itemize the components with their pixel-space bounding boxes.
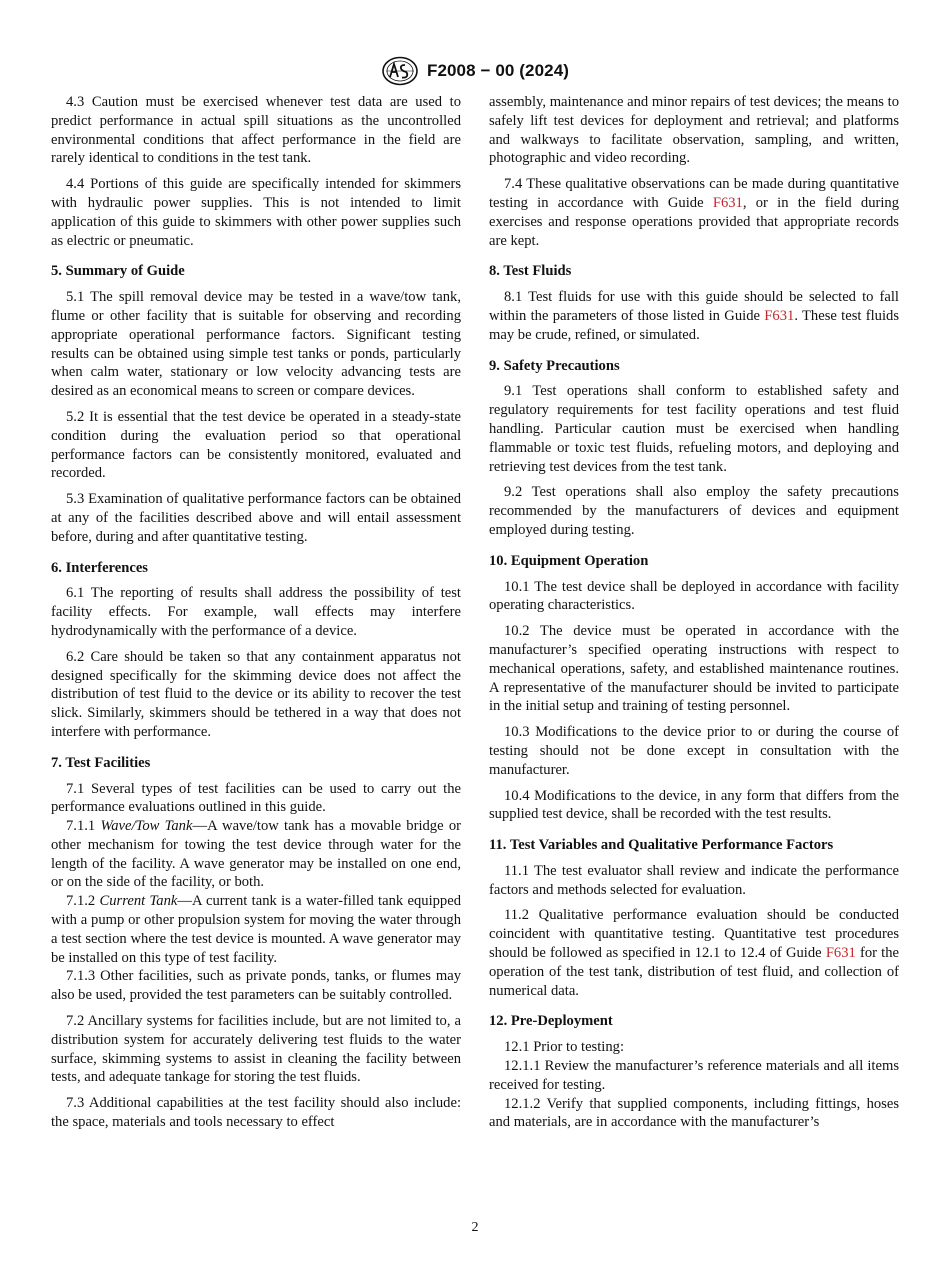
section-6-heading: 6. Interferences	[51, 559, 148, 576]
paragraph-10-1: 10.1 The test device shall be deployed in accordance with facility operating characteristics.	[489, 578, 899, 614]
paragraph-7-1-1	[51, 817, 461, 892]
reference-link-f631[interactable]: F631	[764, 307, 795, 324]
paragraph-7-4-text-a: 7.4 These qualitative observations can be made during quantitative testing in accordance with Guide	[489, 176, 899, 211]
paragraph-8-1-text-b: . These test fluids may be crude, refined, or simulated.	[489, 307, 900, 343]
reference-link-f631[interactable]: F631	[712, 194, 743, 211]
paragraph-12-1-2: 12.1.2 Verify that supplied components, including fittings, hoses and materials, are in accordance with the manufacturer’s	[489, 1095, 899, 1131]
paragraph-7-3-continued: assembly, maintenance and minor repairs of test devices; the means to safely lift test devices for deployment and retrieval; and platforms and walkways to facilitate observation, sampling, and written, photographic and video recording.	[489, 94, 899, 167]
paragraph-5-1: 5.1 The spill removal device may be tested in a wave/tow tank, flume or other facility that is suitable for observing and recording appropriate operational performance factors. Significant testing results can be obtained using simple test tanks or ponds, particularly when calm water, stationary or low velocity advancing tests are desired as an economical means to screen or compare devices.	[51, 289, 461, 400]
paragraph-7-1-2-text: —A current tank is a water-filled tank equipped with a pump or other propulsion system for moving the water through a test section where the test device is mounted. A wave generator may be installed on this type of test facility.	[51, 893, 461, 966]
paragraph-12-1: 12.1 Prior to testing:	[504, 1039, 624, 1056]
astm-logo-icon	[381, 56, 419, 86]
page-header	[0, 56, 950, 91]
paragraph-9-1: 9.1 Test operations shall conform to established safety and regulatory requirements for test facility operations and test fluid handling. Particular caution must be exercised when handling flammable or toxic test fluids, refueling motors, and deploying and retrieving test devices from the test tank.	[489, 383, 899, 475]
section-7-heading: 7. Test Facilities	[51, 754, 151, 771]
section-5-heading: 5. Summary of Guide	[51, 263, 185, 280]
section-10-heading: 10. Equipment Operation	[489, 552, 649, 569]
paragraph-10-3: 10.3 Modifications to the device prior to or during the course of testing should not be done except in consultation with the manufacturer.	[489, 724, 899, 778]
paragraph-7-1-1-text: —A wave/tow tank has a movable bridge or other mechanism for towing the test device through water for the length of the facility. A wave generator may be installed on one end, or on the side of the facility, or both.	[51, 818, 461, 891]
paragraph-9-2: 9.2 Test operations shall also employ the safety precautions recommended by the manufacturers of devices and equipment employed during testing.	[489, 484, 899, 538]
section-9-heading: 9. Safety Precautions	[489, 357, 620, 374]
paragraph-4-3: 4.3 Caution must be exercised whenever test data are used to predict performance in actual spill situations as the uncontrolled environmental conditions that affect performance in the field are rarely identical to conditions in the test tank.	[51, 94, 461, 167]
paragraph-10-4: 10.4 Modifications to the device, in any form that differs from the supplied test device, shall be recorded with the test results.	[489, 787, 899, 823]
paragraph-7-2: 7.2 Ancillary systems for facilities include, but are not limited to, a distribution system for accurately delivering test fluids to the water surface, skimming systems to assist in cleaning the facility between tests, and adequate tankage for storing the test fluids.	[51, 1013, 461, 1086]
paragraph-6-1: 6.1 The reporting of results shall address the possibility of test facility effects. For example, wall effects may interfere hydrodynamically with the performance of a device.	[51, 585, 461, 639]
paragraph-12-1-1: 12.1.1 Review the manufacturer’s reference materials and all items received for testing.	[489, 1058, 899, 1093]
paragraph-7-1: 7.1 Several types of test facilities can be used to carry out the performance evaluations outlined in this guide.	[51, 780, 461, 816]
paragraph-8-1	[489, 288, 899, 344]
section-11-heading: 11. Test Variables and Qualitative Performance Factors	[489, 837, 834, 854]
paragraph-7-1-1-number: 7.1.1	[66, 818, 96, 835]
paragraph-4-4: 4.4 Portions of this guide are specifically intended for skimmers with hydraulic power supplies. This is not intended to limit application of this guide to skimmers with other power supplies such as electric or pneumatic.	[51, 176, 461, 249]
document-designation: F2008 − 00 (2024)	[426, 61, 570, 80]
paragraph-7-1-2-number: 7.1.2	[66, 893, 96, 910]
term-current-tank: Current Tank	[99, 893, 178, 910]
paragraph-6-2: 6.2 Care should be taken so that any containment apparatus not designed specifically for the skimming device does not affect the distribution of test fluid to the device or its ability to recover the test slick. Similarly, skimmers should be tethered in a way that does not interfere with performance.	[51, 648, 461, 740]
section-8-heading: 8. Test Fluids	[489, 263, 572, 280]
paragraph-5-3: 5.3 Examination of qualitative performance factors can be obtained at any of the facilities described above and will entail assessment before, during and after quantitative testing.	[51, 491, 461, 545]
paragraph-11-2-text-a: 11.2 Qualitative performance evaluation should be conducted coincident with quantitative testing. Quantitative test procedures should be followed as specified in 12.1 to 12.4 of Guide	[489, 907, 899, 962]
paragraph-8-1-text-a: 8.1 Test fluids for use with this guide should be selected to fall within the parameters of those listed in Guide	[489, 289, 899, 324]
paragraph-7-4-text-b: , or in the field during exercises and response operations provided that appropriate records are kept.	[489, 194, 900, 249]
paragraph-7-1-2	[51, 892, 461, 967]
term-wave-tow-tank: Wave/Tow Tank	[100, 818, 193, 835]
paragraph-7-3: 7.3 Additional capabilities at the test facility should also include: the space, materials and tools necessary to effect	[51, 1095, 461, 1131]
paragraph-11-1: 11.1 The test evaluator shall review and indicate the performance factors and methods selected for evaluation.	[489, 862, 899, 898]
left-column	[51, 93, 461, 1139]
reference-link-f631[interactable]: F631	[825, 945, 856, 962]
paragraph-7-1-3: 7.1.3 Other facilities, such as private ponds, tanks, or flumes may also be used, provided the test parameters can be suitably controlled.	[51, 968, 461, 1004]
paragraph-11-2	[489, 906, 899, 1000]
paragraph-5-2: 5.2 It is essential that the test device be operated in a steady-state condition during the evaluation period so that operational performance factors can be consistently monitored, evaluated and recorded.	[51, 408, 461, 482]
paragraph-7-4	[489, 175, 899, 250]
paragraph-11-2-text-b: for the operation of the test tank, distribution of test fluid, and collection of numerical data.	[489, 945, 899, 999]
paragraph-10-2: 10.2 The device must be operated in accordance with the manufacturer’s specified operating instructions with respect to mechanical operations, safety, and established maintenance routines. A representative of the manufacturer should be invited to participate in the initial setup and training of testing personnel.	[489, 623, 899, 715]
page-number: 2	[471, 1220, 479, 1235]
right-column	[489, 93, 899, 1132]
section-12-heading: 12. Pre-Deployment	[489, 1013, 613, 1030]
